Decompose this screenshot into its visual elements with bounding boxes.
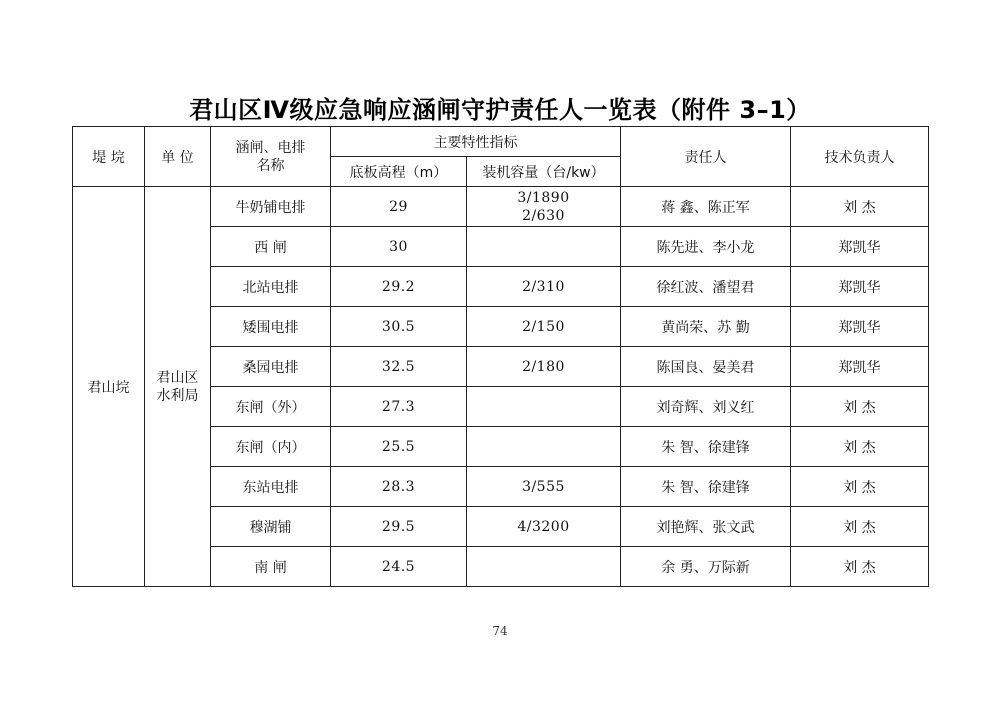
responsible: 余 勇、万际新 xyxy=(621,547,791,587)
page-number: 74 xyxy=(492,624,508,638)
floor-elevation: 29.2 xyxy=(331,267,467,307)
header-tech-responsible: 技术负责人 xyxy=(791,127,929,187)
responsible: 朱 智、徐建锋 xyxy=(621,427,791,467)
responsible: 朱 智、徐建锋 xyxy=(621,467,791,507)
facility-name: 南 闸 xyxy=(211,547,331,587)
facility-name: 矮围电排 xyxy=(211,307,331,347)
tech-responsible: 刘 杰 xyxy=(791,467,929,507)
floor-elevation: 30.5 xyxy=(331,307,467,347)
capacity xyxy=(467,387,621,427)
floor-elevation: 32.5 xyxy=(331,347,467,387)
group-unit xyxy=(145,187,211,587)
floor-elevation: 29.5 xyxy=(331,507,467,547)
responsible: 刘艳辉、张文武 xyxy=(621,507,791,547)
group-unit-line2: 水利局 xyxy=(156,387,199,404)
capacity: 4/3200 xyxy=(467,507,621,547)
group-embankment: 君山垸 xyxy=(73,187,145,587)
capacity: 2/310 xyxy=(467,267,621,307)
tech-responsible: 刘 杰 xyxy=(791,387,929,427)
table-row xyxy=(73,187,929,227)
header-embankment: 堤 垸 xyxy=(73,127,145,187)
header-name-line1: 涵闸、电排 xyxy=(235,139,306,156)
header-floor-elevation: 底板高程（m） xyxy=(331,157,467,187)
group-unit-line1: 君山区 xyxy=(156,369,199,386)
capacity xyxy=(467,187,621,227)
responsible: 陈先进、李小龙 xyxy=(621,227,791,267)
floor-elevation: 28.3 xyxy=(331,467,467,507)
floor-elevation: 24.5 xyxy=(331,547,467,587)
tech-responsible: 郑凯华 xyxy=(791,267,929,307)
floor-elevation: 25.5 xyxy=(331,427,467,467)
document-title: 君山区Ⅳ级应急响应涵闸守护责任人一览表（附件 3–1） xyxy=(189,96,811,124)
tech-responsible: 郑凯华 xyxy=(791,347,929,387)
tech-responsible: 郑凯华 xyxy=(791,307,929,347)
header-unit: 单 位 xyxy=(145,127,211,187)
facility-name: 桑园电排 xyxy=(211,347,331,387)
facility-name: 北站电排 xyxy=(211,267,331,307)
header-name xyxy=(211,127,331,187)
facility-name: 牛奶铺电排 xyxy=(211,187,331,227)
tech-responsible: 刘 杰 xyxy=(791,507,929,547)
facility-name: 东站电排 xyxy=(211,467,331,507)
header-name-line2: 名称 xyxy=(256,157,285,174)
facility-name: 东闸（内） xyxy=(211,427,331,467)
capacity: 2/150 xyxy=(467,307,621,347)
responsible: 徐红波、潘望君 xyxy=(621,267,791,307)
responsible: 陈国良、晏美君 xyxy=(621,347,791,387)
floor-elevation: 30 xyxy=(331,227,467,267)
responsibility-table xyxy=(72,126,929,587)
header-capacity: 装机容量（台/kw） xyxy=(467,157,621,187)
capacity xyxy=(467,427,621,467)
responsible: 刘奇辉、刘义红 xyxy=(621,387,791,427)
capacity: 3/555 xyxy=(467,467,621,507)
tech-responsible: 刘 杰 xyxy=(791,427,929,467)
facility-name: 东闸（外） xyxy=(211,387,331,427)
facility-name: 穆湖铺 xyxy=(211,507,331,547)
responsible: 黄尚荣、苏 勤 xyxy=(621,307,791,347)
tech-responsible: 刘 杰 xyxy=(791,547,929,587)
header-responsible: 责任人 xyxy=(621,127,791,187)
capacity xyxy=(467,227,621,267)
floor-elevation: 29 xyxy=(331,187,467,227)
capacity xyxy=(467,547,621,587)
floor-elevation: 27.3 xyxy=(331,387,467,427)
responsible: 蒋 鑫、陈正军 xyxy=(621,187,791,227)
capacity-line2: 2/630 xyxy=(522,207,565,224)
capacity: 2/180 xyxy=(467,347,621,387)
tech-responsible: 郑凯华 xyxy=(791,227,929,267)
capacity-line1: 3/1890 xyxy=(517,189,570,206)
header-main-indicators: 主要特性指标 xyxy=(331,127,621,157)
tech-responsible: 刘 杰 xyxy=(791,187,929,227)
facility-name: 西 闸 xyxy=(211,227,331,267)
